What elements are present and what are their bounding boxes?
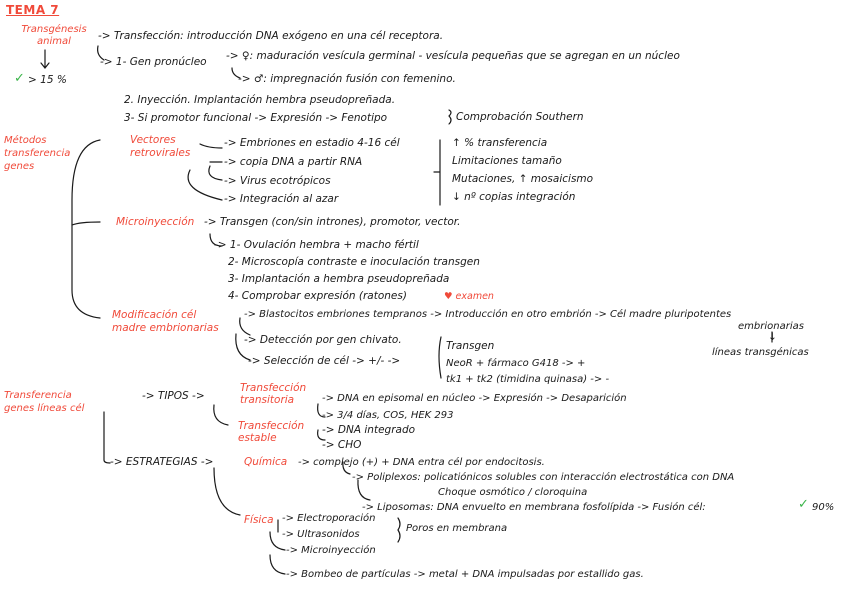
transitoria-item-2: -> 3/4 días, COS, HEK 293	[322, 410, 454, 421]
estrategias-label: -> ESTRATEGIAS ->	[110, 456, 214, 468]
fisica-ultrasonidos: -> Ultrasonidos	[282, 529, 360, 540]
transfeccion-line: -> Transfección: introducción DNA exógeno en una cél receptora.	[98, 30, 444, 42]
lineas-transgenicas: líneas transgénicas	[712, 347, 809, 358]
page-title: TEMA 7	[6, 3, 60, 17]
gen-pronucleo: -> 1- Gen pronúcleo	[100, 56, 207, 68]
quimica-choque: Choque osmótico / cloroquina	[438, 487, 588, 498]
step-2: 2. Inyección. Implantación hembra pseudopreñada.	[124, 94, 396, 106]
modificacion-label: Modificación cél madre embrionarias	[112, 309, 219, 334]
vectores-label: Vectores retrovirales	[130, 134, 191, 159]
vectores-item-1: -> Embriones en estadio 4-16 cél	[224, 137, 400, 149]
micro-step-3: 3- Implantación a hembra pseudopreñada	[228, 273, 450, 285]
step-3-comprobacion: Comprobación Southern	[456, 111, 584, 123]
fisica-electroporacion: -> Electroporación	[282, 513, 376, 524]
male-line: -> ♂: impregnación fusión con femenino.	[238, 73, 456, 85]
liposomas-efficiency: 90%	[812, 502, 835, 513]
vectores-note-4: ↓ nº copias integración	[452, 191, 576, 203]
tipos-label: -> TIPOS ->	[142, 390, 205, 402]
microinyeccion-label: Microinyección	[116, 216, 195, 228]
arrow-down-icon: ↓	[768, 331, 777, 343]
metodos-heading: Métodos transferencia genes	[4, 135, 71, 172]
check-icon-2: ✓	[798, 497, 809, 512]
fisica-poros: Poros en membrana	[406, 523, 508, 534]
exam-note: ♥ examen	[444, 291, 494, 302]
estable-item-1: -> DNA integrado	[322, 424, 416, 436]
quimica-label: Química	[244, 456, 288, 468]
transitoria-label: Transfección transitoria	[240, 382, 307, 406]
vectores-item-4: -> Integración al azar	[224, 193, 339, 205]
female-line: -> ♀: maduración vesícula germinal - vesícula pequeñas que se agregan en un núcleo	[226, 50, 680, 62]
tk-line: tk1 + tk2 (timidina quinasa) -> -	[446, 374, 610, 385]
estable-label: Transfección estable	[238, 420, 305, 444]
transgenesis-heading: Transgénesis animal	[21, 24, 87, 47]
vectores-note-3: Mutaciones, ↑ mosaicismo	[452, 173, 594, 185]
quimica-liposomas: -> Liposomas: DNA envuelto en membrana fosfolípida -> Fusión cél:	[362, 502, 706, 513]
vectores-item-2: -> copia DNA a partir RNA	[224, 156, 363, 168]
micro-step-1: -> 1- Ovulación hembra + macho fértil	[214, 239, 419, 251]
check-icon: ✓	[14, 71, 25, 86]
vectores-item-3: -> Virus ecotrópicos	[224, 175, 331, 187]
vectores-note-1: ↑ % transferencia	[452, 137, 548, 149]
lineas-heading: Transferencia genes líneas cél	[4, 390, 85, 414]
fisica-label: Física	[244, 514, 274, 526]
estable-item-2: -> CHO	[322, 439, 362, 451]
micro-step-4: 4- Comprobar expresión (ratones)	[228, 290, 407, 302]
quimica-complejo: -> complejo (+) + DNA entra cél por endocitosis.	[298, 457, 545, 468]
transgenesis-efficiency: > 15 %	[28, 74, 67, 86]
microinyeccion-desc: -> Transgen (con/sin intrones), promotor, vector.	[204, 216, 461, 228]
fisica-microinyeccion: -> Microinyección	[286, 545, 376, 556]
step-3: 3- Si promotor funcional -> Expresión -> Fenotipo	[124, 112, 388, 124]
seleccion-line: -> Selección de cél -> +/- ->	[248, 355, 401, 367]
neor-line: NeoR + fármaco G418 -> +	[446, 358, 586, 369]
vectores-note-2: Limitaciones tamaño	[452, 155, 562, 167]
transgen-label: Transgen	[446, 340, 495, 352]
cel-madre-embrionarias: embrionarias	[738, 321, 804, 332]
quimica-poliplexos: -> Poliplexos: policatiónicos solubles con interacción electrostática con DNA	[352, 472, 735, 483]
blastocitos-line: -> Blastocitos embriones tempranos -> Introducción en otro embrión -> Cél madre pluripotentes	[244, 309, 732, 320]
transitoria-item-1: -> DNA en episomal en núcleo -> Expresión -> Desaparición	[322, 393, 627, 404]
fisica-bombeo: -> Bombeo de partículas -> metal + DNA impulsadas por estallido gas.	[286, 569, 644, 580]
micro-step-2: 2- Microscopía contraste e inoculación transgen	[228, 256, 480, 268]
deteccion-line: -> Detección por gen chivato.	[244, 334, 402, 346]
